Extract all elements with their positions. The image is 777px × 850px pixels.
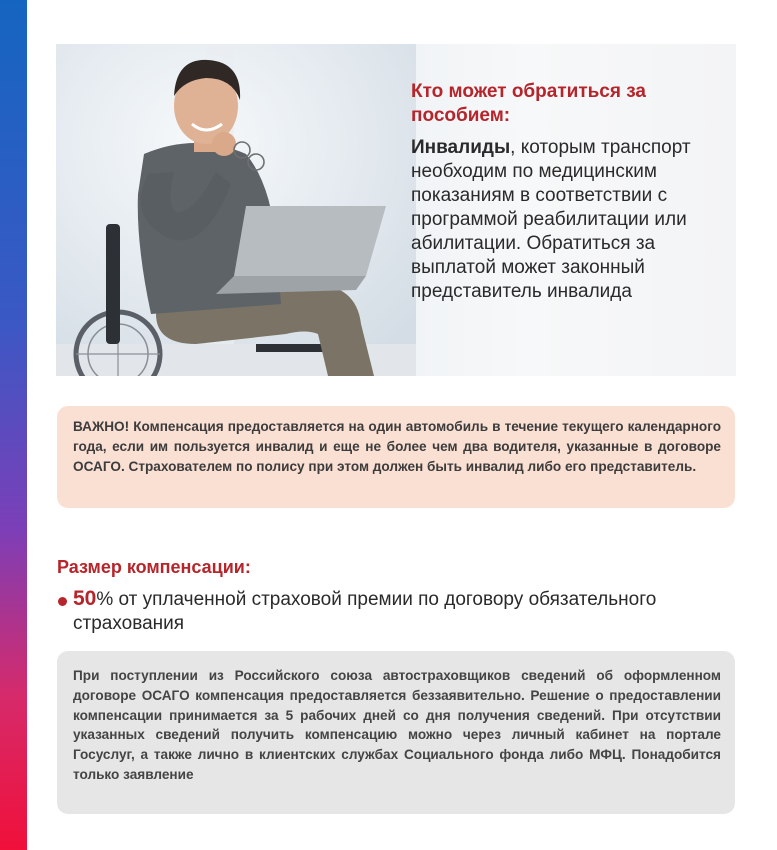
info-note: [57, 651, 735, 814]
man-in-wheelchair-photo: [56, 44, 416, 376]
compensation-heading: Размер компенсации:: [57, 557, 251, 577]
important-note: [57, 406, 735, 508]
compensation-description: % от уплаченной страховой премии по договору обязательного страхования: [73, 589, 657, 634]
compensation-percent: 50: [73, 587, 97, 610]
bullet-dot-icon: [58, 597, 67, 606]
side-gradient-stripe: [0, 0, 27, 850]
hero-body-bold: Инвалиды: [411, 137, 511, 158]
hero-banner: [56, 44, 736, 376]
compensation-text: [73, 587, 697, 636]
hero-body: [411, 136, 736, 304]
info-note-text: При поступлении из Российского союза автостраховщиков сведений об оформленном договоре ОСАГО компенсация предоставляется беззаявительно. Решение о предоставлении компенсации принимается за 5 рабочих дней со дня получения сведений. При отсутствии указанных сведений получить компенсацию можно через личный кабинет на портале Госуслуг, а также лично в клиентских службах Социального фонда либо МФЦ. Понадобится только заявление: [73, 668, 721, 782]
hero-body-rest: , которым транспорт необходим по медицинским показаниям в соответствии с программой реабилитации или абилитации. Обратиться за выплатой может законный представитель инвалида: [411, 137, 691, 302]
hero-text-block: [411, 80, 736, 304]
compensation-list-item: [57, 587, 697, 636]
hero-title: Кто может обратиться за пособием:: [411, 81, 646, 126]
important-note-text: ВАЖНО! Компенсация предоставляется на один автомобиль в течение текущего календарного года, если им пользуется инвалид и еще не более чем два водителя, указанные в договоре ОСАГО. Страхователем по полису при этом должен быть инвалид либо его представитель.: [73, 419, 721, 474]
